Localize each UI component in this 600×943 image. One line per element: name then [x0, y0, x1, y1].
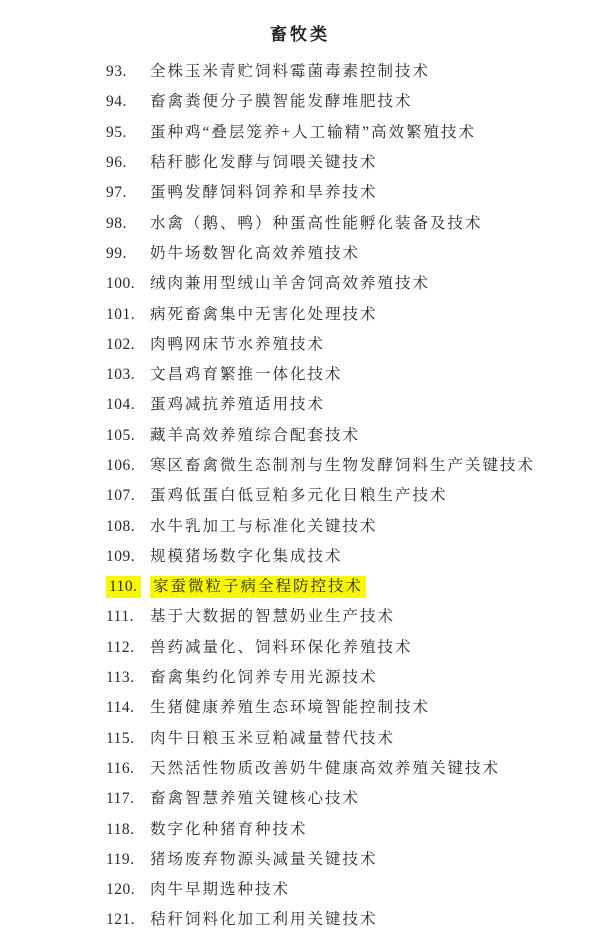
item-text: 猪场废弃物源头减量关键技术	[150, 850, 378, 868]
item-number-column	[106, 607, 150, 627]
item-number: 114.	[106, 699, 135, 717]
item-text: 兽药减量化、饲料环保化养殖技术	[150, 638, 413, 656]
item-text: 全株玉米青贮饲料霉菌毒素控制技术	[150, 63, 431, 81]
item-number: 113.	[106, 669, 135, 687]
item-text: 绒肉兼用型绒山羊舍饲高效养殖技术	[150, 275, 431, 293]
list-item	[0, 845, 600, 875]
item-text: 蛋鸡减抗养殖适用技术	[150, 396, 326, 414]
list-item	[0, 511, 600, 541]
list-item	[0, 330, 600, 360]
list-item	[0, 269, 600, 299]
list-item	[0, 148, 600, 178]
item-text: 畜禽智慧养殖关键核心技术	[150, 790, 361, 808]
item-number-column	[106, 274, 150, 294]
list-item	[0, 239, 600, 269]
item-number: 101.	[106, 305, 136, 323]
list-item-highlighted	[0, 572, 600, 602]
item-text: 生猪健康养殖生态环境智能控制技术	[150, 699, 431, 717]
item-text: 秸秆膨化发酵与饲喂关键技术	[150, 154, 378, 172]
item-number-column	[106, 183, 150, 203]
item-number-column	[106, 244, 150, 264]
item-text: 蛋种鸡“叠层笼养+人工输精”高效繁殖技术	[150, 123, 477, 141]
item-number: 96.	[106, 154, 127, 172]
item-number-column	[106, 638, 150, 658]
item-text: 畜禽粪便分子膜智能发酵堆肥技术	[150, 93, 413, 111]
item-number-column	[106, 123, 150, 143]
list-item	[0, 299, 600, 329]
list-item	[0, 178, 600, 208]
item-number: 116.	[106, 759, 135, 777]
list-item	[0, 724, 600, 754]
item-number-column	[106, 729, 150, 749]
item-number: 102.	[106, 335, 136, 353]
item-number: 100.	[106, 275, 136, 293]
item-number: 109.	[106, 547, 136, 565]
item-number: 104.	[106, 396, 136, 414]
item-text: 奶牛场数智化高效养殖技术	[150, 244, 361, 262]
item-text: 规模猪场数字化集成技术	[150, 547, 343, 565]
item-number: 110.	[106, 576, 141, 598]
item-number: 117.	[106, 790, 135, 808]
section-title: 畜牧类	[270, 25, 330, 44]
list-item	[0, 481, 600, 511]
item-number-column	[106, 305, 150, 325]
item-number-column	[106, 395, 150, 415]
list-item	[0, 754, 600, 784]
item-number: 98.	[106, 214, 127, 232]
item-number-column	[106, 335, 150, 355]
list-item	[0, 390, 600, 420]
item-number: 118.	[106, 820, 135, 838]
item-number: 120.	[106, 881, 136, 899]
item-number: 105.	[106, 426, 136, 444]
item-number-column	[106, 850, 150, 870]
item-text: 畜禽集约化饲养专用光源技术	[150, 669, 378, 687]
item-number-column	[106, 62, 150, 82]
item-number-column	[106, 698, 150, 718]
list-item	[0, 633, 600, 663]
list-item	[0, 208, 600, 238]
item-number: 119.	[106, 850, 135, 868]
item-text: 藏羊高效养殖综合配套技术	[150, 426, 361, 444]
item-text: 数字化种猪育种技术	[150, 820, 308, 838]
item-text: 病死畜禽集中无害化处理技术	[150, 305, 378, 323]
item-number-column	[106, 456, 150, 476]
item-number-column	[106, 92, 150, 112]
item-text: 肉牛早期选种技术	[150, 881, 291, 899]
list-item	[0, 602, 600, 632]
item-number-column	[106, 153, 150, 173]
item-number-column	[106, 214, 150, 234]
item-text: 蛋鸭发酵饲料饲养和旱养技术	[150, 184, 378, 202]
item-number-column	[106, 576, 150, 598]
item-text: 文昌鸡育繁推一体化技术	[150, 366, 343, 384]
item-text: 肉鸭网床节水养殖技术	[150, 335, 326, 353]
item-number-column	[106, 668, 150, 688]
item-number: 95.	[106, 123, 127, 141]
item-number: 121.	[106, 911, 136, 929]
item-text: 秸秆饲料化加工利用关键技术	[150, 911, 378, 929]
item-text: 水禽（鹅、鸭）种蛋高性能孵化装备及技术	[150, 214, 483, 232]
item-number-column	[106, 365, 150, 385]
item-number: 93.	[106, 63, 127, 81]
item-number-column	[106, 910, 150, 930]
item-number: 97.	[106, 184, 127, 202]
list-item	[0, 451, 600, 481]
item-number-column	[106, 789, 150, 809]
item-text: 基于大数据的智慧奶业生产技术	[150, 608, 396, 626]
list-item	[0, 814, 600, 844]
item-number: 106.	[106, 457, 136, 474]
item-number: 115.	[106, 729, 135, 747]
item-number-column	[106, 486, 150, 506]
item-number: 103.	[106, 366, 136, 384]
list-item	[0, 360, 600, 390]
item-number: 108.	[106, 517, 136, 535]
item-text: 家蚕微粒子病全程防控技术	[150, 576, 366, 598]
list-item	[0, 784, 600, 814]
item-text: 水牛乳加工与标准化关键技术	[150, 517, 378, 535]
item-text: 蛋鸡低蛋白低豆粕多元化日粮生产技术	[150, 487, 448, 505]
list-item	[0, 905, 600, 935]
item-number-column	[106, 820, 150, 840]
item-text: 肉牛日粮玉米豆粕减量替代技术	[150, 729, 396, 747]
item-number: 99.	[106, 244, 127, 262]
item-number-column	[106, 547, 150, 567]
item-text: 寒区畜禽微生态制剂与生物发酵饲料生产关键技术	[150, 457, 536, 474]
item-number-column	[106, 759, 150, 779]
technology-list	[0, 57, 600, 936]
list-item	[0, 118, 600, 148]
list-item	[0, 693, 600, 723]
list-item	[0, 875, 600, 905]
item-number: 112.	[106, 638, 135, 656]
list-item	[0, 663, 600, 693]
item-number-column	[106, 517, 150, 537]
item-number-column	[106, 426, 150, 446]
item-number: 94.	[106, 93, 127, 111]
item-number: 107.	[106, 487, 136, 505]
item-number-column	[106, 880, 150, 900]
item-text: 天然活性物质改善奶牛健康高效养殖关键技术	[150, 759, 501, 777]
item-number: 111.	[106, 608, 134, 626]
list-item	[0, 542, 600, 572]
list-item	[0, 57, 600, 87]
list-item	[0, 87, 600, 117]
list-item	[0, 421, 600, 451]
